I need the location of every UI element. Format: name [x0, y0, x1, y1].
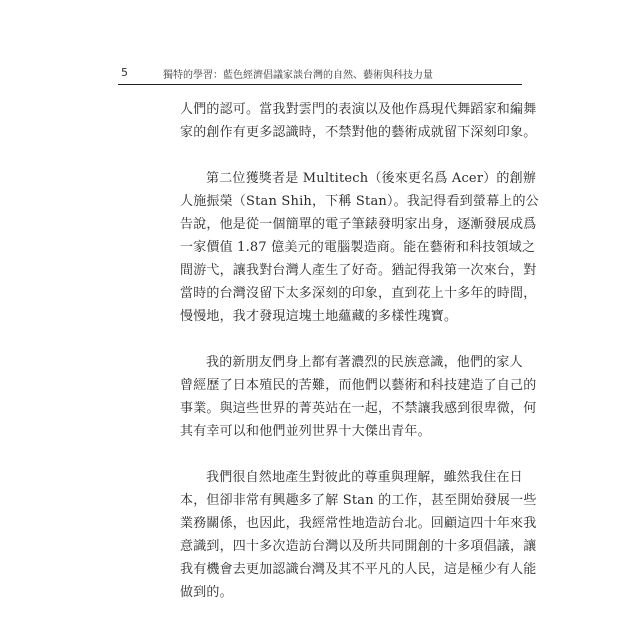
text-line: 做到的。	[180, 585, 233, 600]
page-header	[0, 64, 640, 82]
text-line: 家的創作有更多認識時，不禁對他的藝術成就留下深刻印象。	[180, 125, 537, 140]
header-rule	[118, 84, 522, 85]
text-line: 間游弋，讓我對台灣人產生了好奇。猶記得我第一次來台，對	[180, 263, 537, 278]
text-line: 告說，他是從一個簡單的電子筆錶發明家出身，逐漸發展成爲	[180, 217, 537, 232]
text-line: 事業。與這些世界的菁英站在一起，不禁讓我感到很卑微，何	[180, 401, 537, 416]
text-line: 本，但卻非常有興趣多了解 Stan 的工作，甚至開始發展一些	[180, 493, 537, 508]
text-line: 慢慢地，我才發現這塊土地蘊藏的多樣性瑰寶。	[180, 309, 458, 324]
page-number: 5	[121, 66, 128, 79]
running-head: 獨特的學習：藍色經濟倡議家談台灣的自然、藝術與科技力量	[163, 70, 433, 81]
paragraph	[180, 466, 537, 604]
text-line: 我的新朋友們身上都有著濃烈的民族意識，他們的家人	[206, 355, 523, 370]
text-line: 意識到，四十多次造訪台灣以及所共同開創的十多項倡議，讓	[180, 539, 537, 554]
paragraph	[180, 98, 537, 144]
text-line: 當時的台灣沒留下太多深刻的印象，直到花上十多年的時間，	[180, 286, 537, 301]
text-line: 第二位獲獎者是 Multitech（後來更名爲 Acer）的創辦	[206, 171, 537, 186]
text-line: 人們的認可。當我對雲門的表演以及他作爲現代舞蹈家和編舞	[180, 102, 537, 117]
paragraph	[180, 351, 537, 443]
text-line: 業務關係，也因此，我經常性地造訪台北。回顧這四十年來我	[180, 516, 537, 531]
text-line: 我有機會去更加認識台灣及其不平凡的人民，這是極少有人能	[180, 562, 537, 577]
text-line: 我們很自然地產生對彼此的尊重與理解，雖然我住在日	[206, 470, 523, 485]
text-line: 一家價值 1.87 億美元的電腦製造商。能在藝術和科技領域之	[180, 240, 536, 255]
text-line: 曾經歷了日本殖民的苦難，而他們以藝術和科技建造了自己的	[180, 378, 537, 393]
text-line: 其有幸可以和他們並列世界十大傑出青年。	[180, 424, 431, 439]
body-text	[180, 98, 539, 627]
text-line: 人施振榮（Stan Shih，下稱 Stan）。我記得看到螢幕上的公	[180, 194, 539, 209]
paragraph	[180, 167, 539, 328]
